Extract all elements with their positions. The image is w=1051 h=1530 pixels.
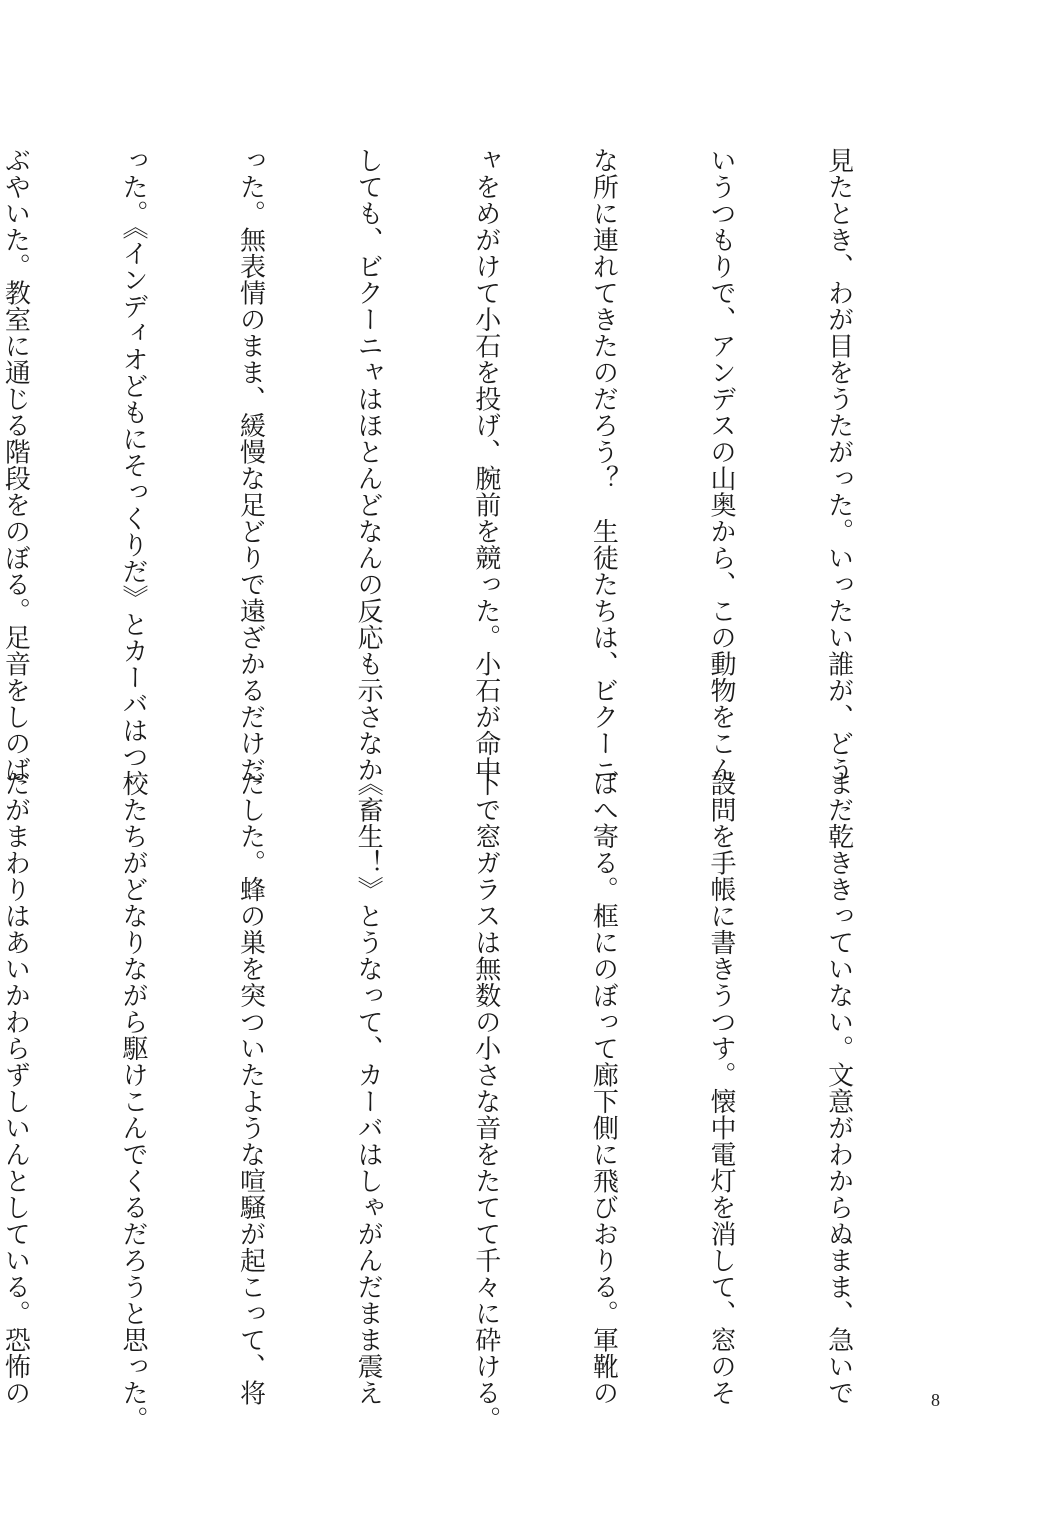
text-column: 見たとき、わが目をうたがった。いったい誰が、どう <box>823 147 854 783</box>
text-column: だした。蜂の巣を突ついたような喧騒が起こって、将 <box>235 770 266 1406</box>
page-number: 8 <box>931 1390 940 1410</box>
text-block-bottom <box>0 770 936 1433</box>
text-column: 校たちがどなりながら駆けこんでくるだろうと思った。 <box>117 770 148 1433</box>
text-column: った。《インディオどもにそっくりだ》とカーバはつ <box>117 147 148 770</box>
text-column: ばへ寄る。框にのぼって廊下側に飛びおりる。軍靴の <box>588 770 619 1406</box>
text-column: 設問を手帳に書きうつす。懐中電灯を消して、窓のそ <box>705 770 736 1406</box>
text-column: ぶやいた。教室に通じる階段をのぼる。足音をしのば <box>0 147 31 783</box>
text-column: いうつもりで、アンデスの山奥から、この動物をこん <box>705 147 736 783</box>
text-column: ャをめがけて小石を投げ、腕前を競った。小石が命中 <box>470 147 501 783</box>
text-column: 《畜生！》とうなって、カーバはしゃがんだまま震え <box>353 770 384 1406</box>
text-column: しても、ビクーニャはほとんどなんの反応も示さなか <box>353 147 384 783</box>
text-column: だがまわりはあいかわらずしいんとしている。恐怖の <box>0 770 31 1406</box>
text-column: った。無表情のまま、緩慢な足どりで遠ざかるだけだ <box>235 147 266 783</box>
text-column: な所に連れてきたのだろう？ 生徒たちは、ビクーニ <box>588 147 619 783</box>
text-column: まだ乾ききっていない。文意がわからぬまま、急いで <box>823 770 854 1406</box>
text-column: 下で窓ガラスは無数の小さな音をたてて千々に砕ける。 <box>470 770 501 1433</box>
text-block-top <box>0 147 936 783</box>
